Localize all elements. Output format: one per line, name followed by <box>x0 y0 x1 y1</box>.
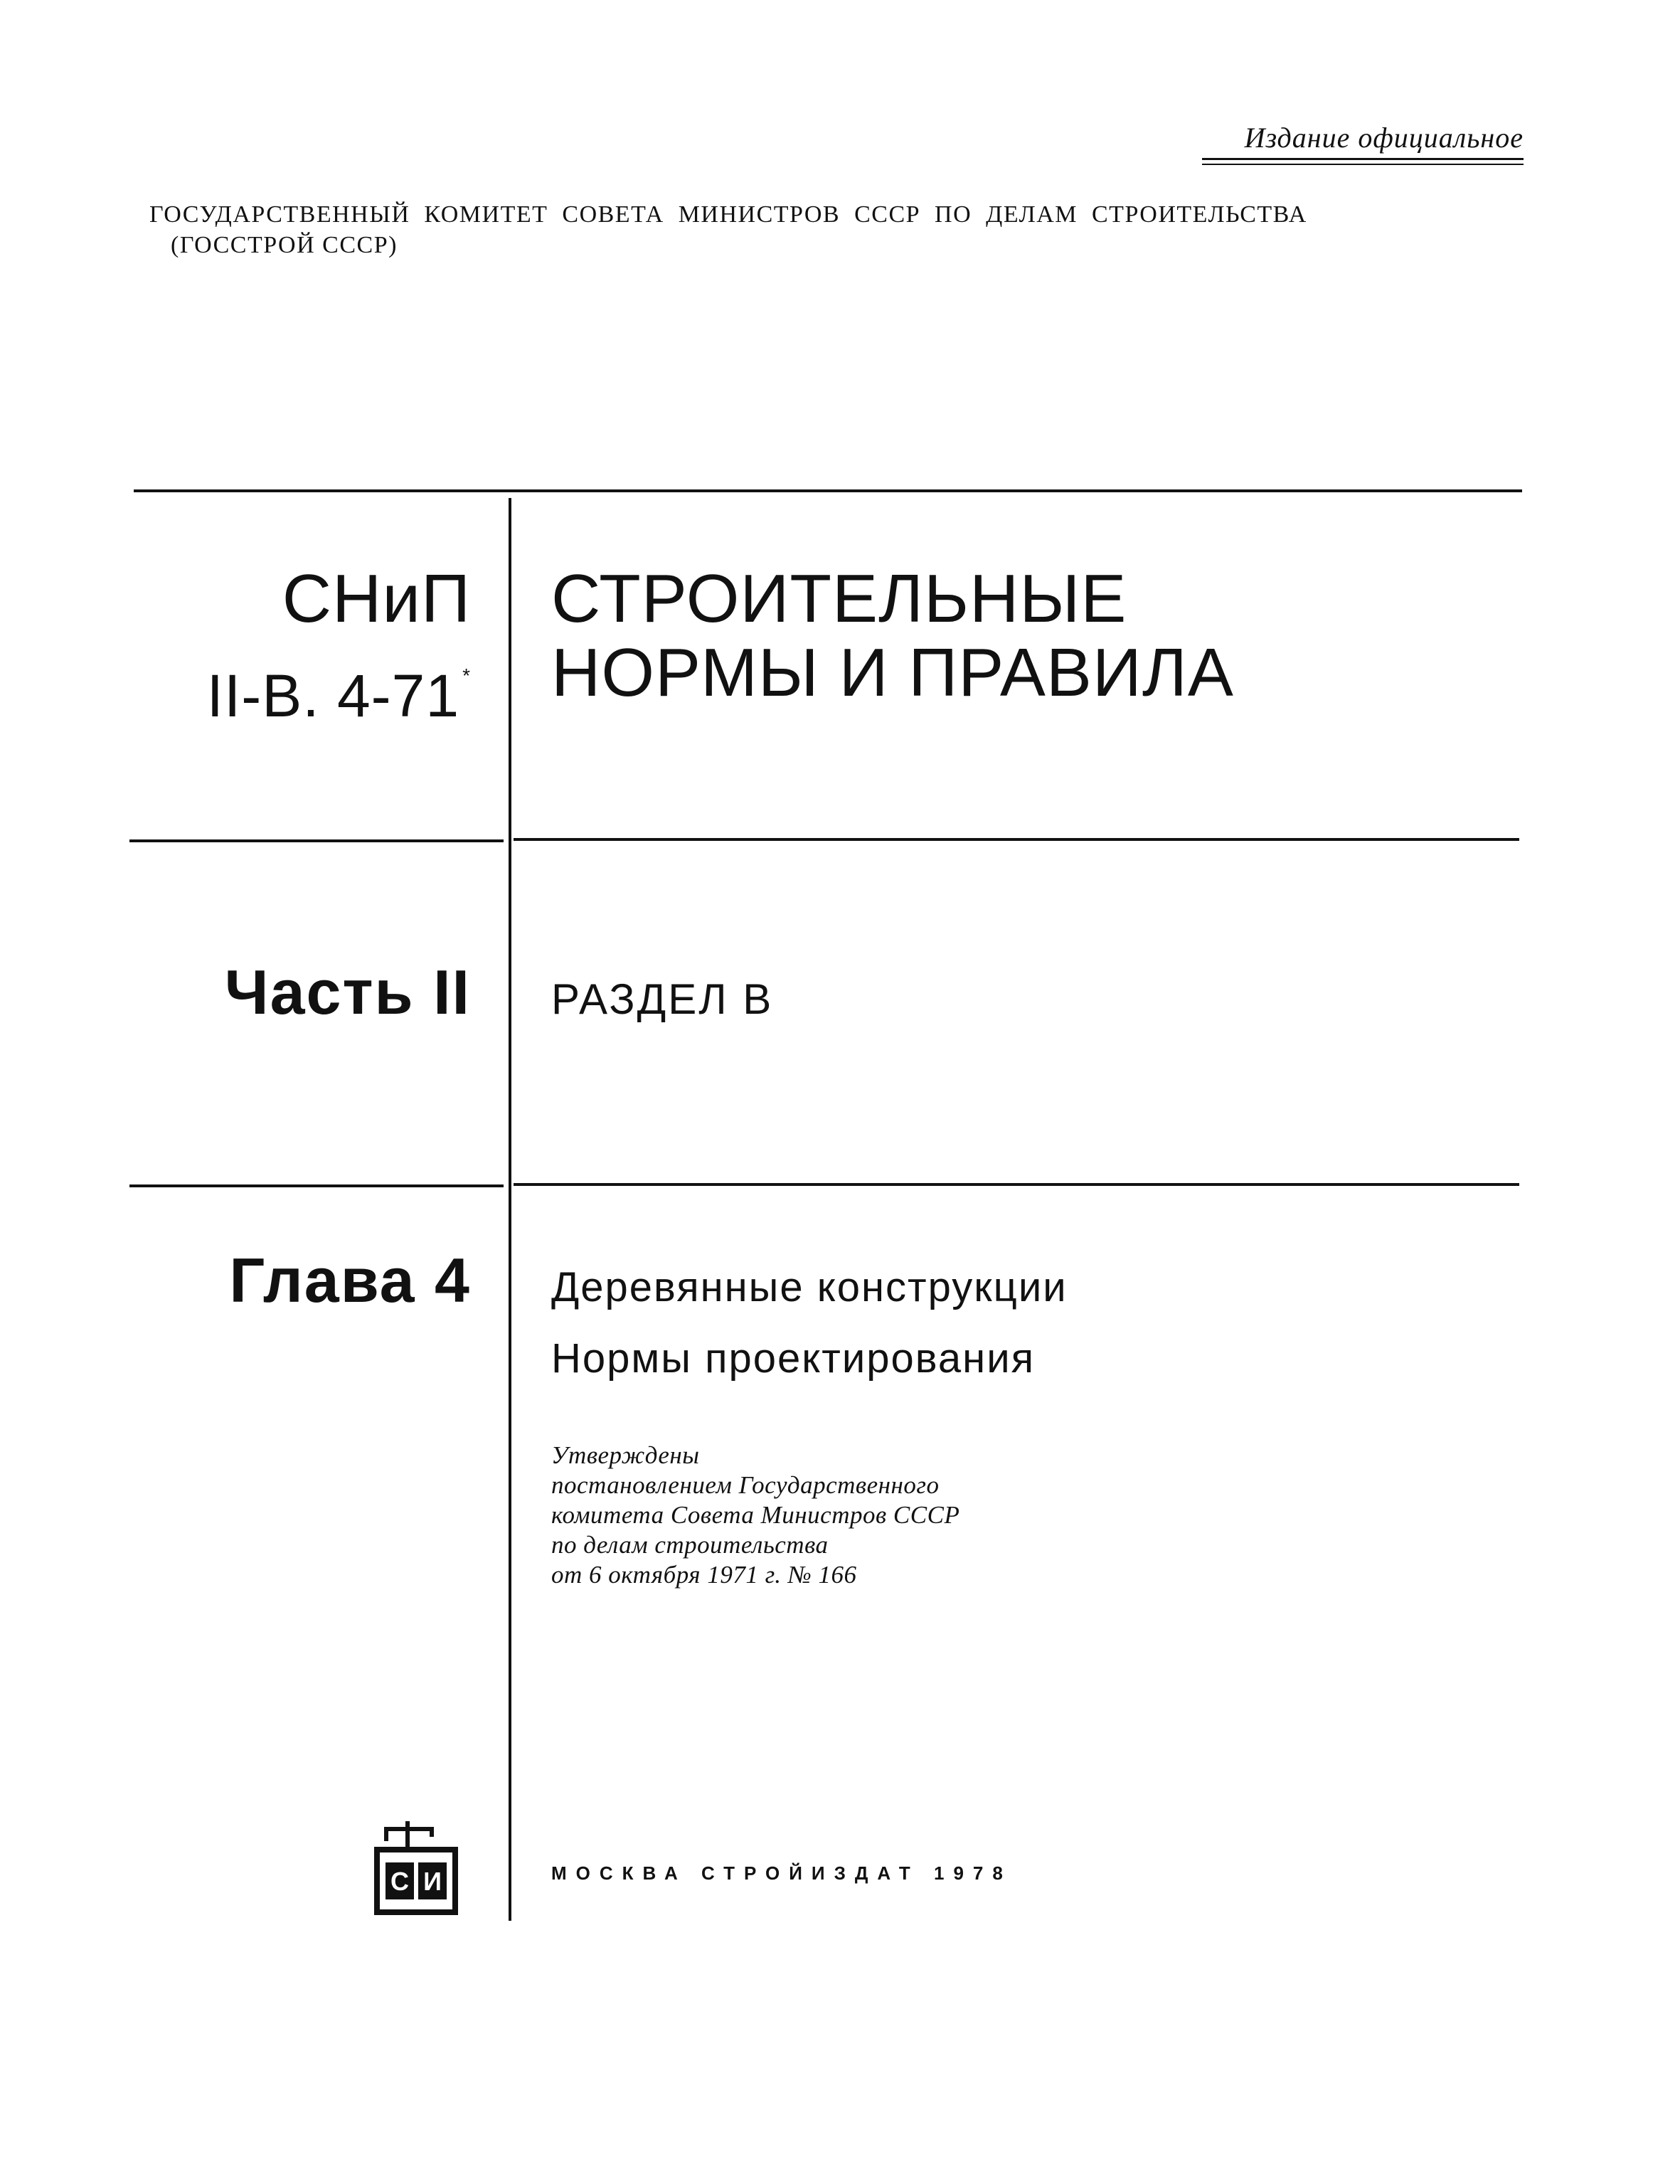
code-number: II-В. 4-71 <box>206 662 460 729</box>
approval-note <box>551 1441 959 1590</box>
rule-right-1 <box>514 838 1519 841</box>
section-label: РАЗДЕЛ В <box>551 975 774 1023</box>
code-title: СНиП <box>282 561 471 637</box>
main-title-line-2: НОРМЫ И ПРАВИЛА <box>551 635 1234 711</box>
logo-letter-right: И <box>423 1867 442 1896</box>
code-number-block <box>207 640 471 731</box>
code-mark: * <box>462 664 471 687</box>
rule-right-2 <box>514 1183 1519 1186</box>
main-title-line-1: СТРОИТЕЛЬНЫЕ <box>551 561 1127 637</box>
main-title <box>551 562 1234 710</box>
approval-line-1: Утверждены <box>551 1441 700 1469</box>
publisher-imprint: МОСКВА СТРОЙИЗДАТ 1978 <box>551 1862 1012 1884</box>
approval-line-3: комитета Совета Министров СССР <box>551 1501 960 1529</box>
rule-left-1 <box>129 839 504 842</box>
logo-letter-left: С <box>390 1867 409 1896</box>
edition-underline <box>1202 158 1524 160</box>
approval-line-2: постановлением Государственного <box>551 1471 940 1499</box>
approval-line-5: от 6 октября 1971 г. № 166 <box>551 1561 857 1589</box>
chapter-name-line-1: Деревянные конструкции <box>551 1264 1068 1310</box>
chapter-name-line-2: Нормы проектирования <box>551 1335 1036 1382</box>
committee-name: ГОСУДАРСТВЕННЫЙ КОМИТЕТ СОВЕТА МИНИСТРОВ СССР ПО ДЕЛАМ СТРОИТЕЛЬСТВА <box>149 201 1307 228</box>
chapter-label: Глава 4 <box>229 1245 471 1315</box>
chapter-name <box>551 1252 1068 1394</box>
edition-label: Издание официальное <box>1244 122 1524 154</box>
stroyizdat-logo-icon <box>370 1821 462 1917</box>
rule-left-2 <box>129 1184 504 1187</box>
column-divider <box>509 498 511 1921</box>
part-label: Часть II <box>224 957 471 1027</box>
committee-abbreviation: (ГОССТРОЙ СССР) <box>171 232 398 258</box>
edition-underline-second <box>1202 164 1524 165</box>
top-rule <box>134 489 1522 492</box>
approval-line-4: по делам строительства <box>551 1531 829 1559</box>
